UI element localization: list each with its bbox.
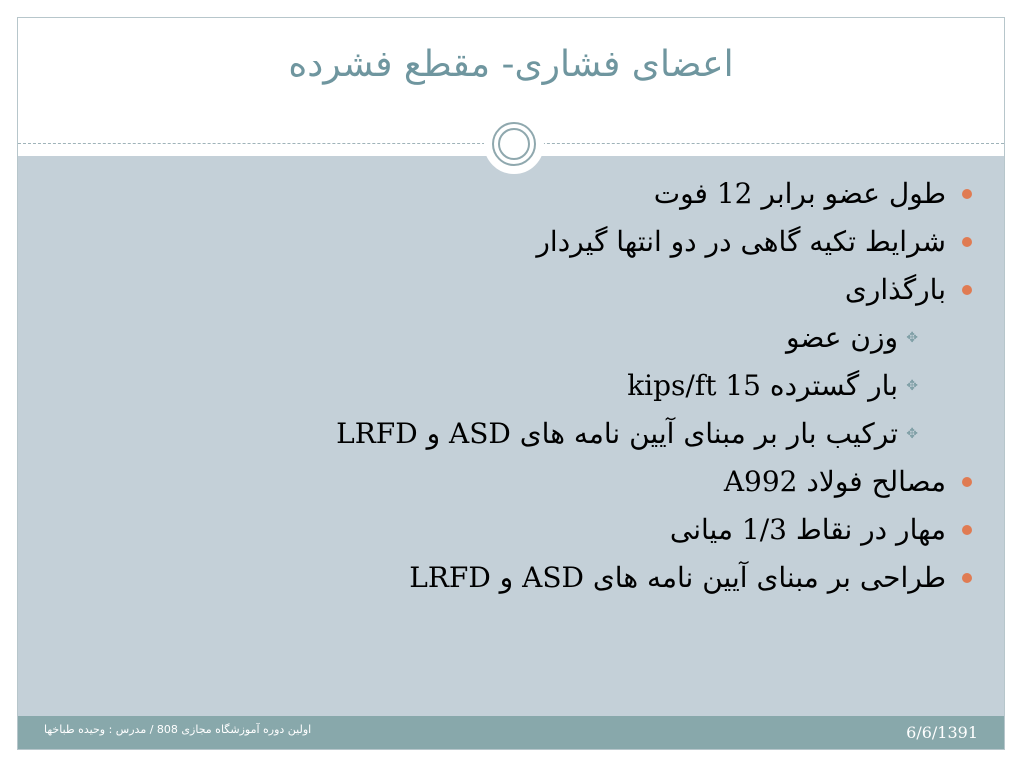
footer-date: 6/6/1391 [906, 723, 978, 742]
sub-bullet-text: بار گسترده 15 kips/ft [627, 369, 898, 402]
sub-bullet-text: وزن عضو [786, 321, 898, 354]
slide-footer [18, 716, 1004, 750]
sub-bullet-icon: ✥ [906, 426, 918, 442]
bullet-list [74, 170, 974, 602]
bullet-text: طول عضو برابر 12 فوت [653, 177, 946, 210]
bullet-item [74, 170, 974, 218]
bullet-dot-icon [962, 237, 972, 247]
sub-bullet-item [74, 362, 974, 410]
divider-ring-icon [484, 114, 544, 174]
bullet-text: مهار در نقاط 1/3 میانی [669, 513, 946, 546]
bullet-item [74, 458, 974, 506]
sub-bullet-item [74, 410, 974, 458]
bullet-item [74, 266, 974, 314]
bullet-dot-icon [962, 525, 972, 535]
bullet-item [74, 554, 974, 602]
bullet-text: شرایط تکیه گاهی در دو انتها گیردار [536, 225, 946, 258]
bullet-text: طراحی بر مبنای آیین نامه های ASD و LRFD [409, 561, 946, 594]
bullet-dot-icon [962, 573, 972, 583]
bullet-text: مصالح فولاد A992 [723, 465, 946, 498]
sub-bullet-text: ترکیب بار بر مبنای آیین نامه های ASD و LRFD [336, 417, 898, 450]
bullet-item [74, 218, 974, 266]
slide-title: اعضای فشاری- مقطع فشرده [288, 44, 734, 85]
bullet-dot-icon [962, 477, 972, 487]
sub-bullet-item [74, 314, 974, 362]
footer-author: اولین دوره آموزشگاه مجازی 808 / مدرس : وحیده طباخها [44, 723, 312, 736]
slide [17, 17, 1005, 750]
sub-bullet-icon: ✥ [906, 330, 918, 346]
bullet-dot-icon [962, 189, 972, 199]
bullet-dot-icon [962, 285, 972, 295]
bullet-item [74, 506, 974, 554]
bullet-text: بارگذاری [844, 273, 946, 306]
sub-bullet-icon: ✥ [906, 378, 918, 394]
